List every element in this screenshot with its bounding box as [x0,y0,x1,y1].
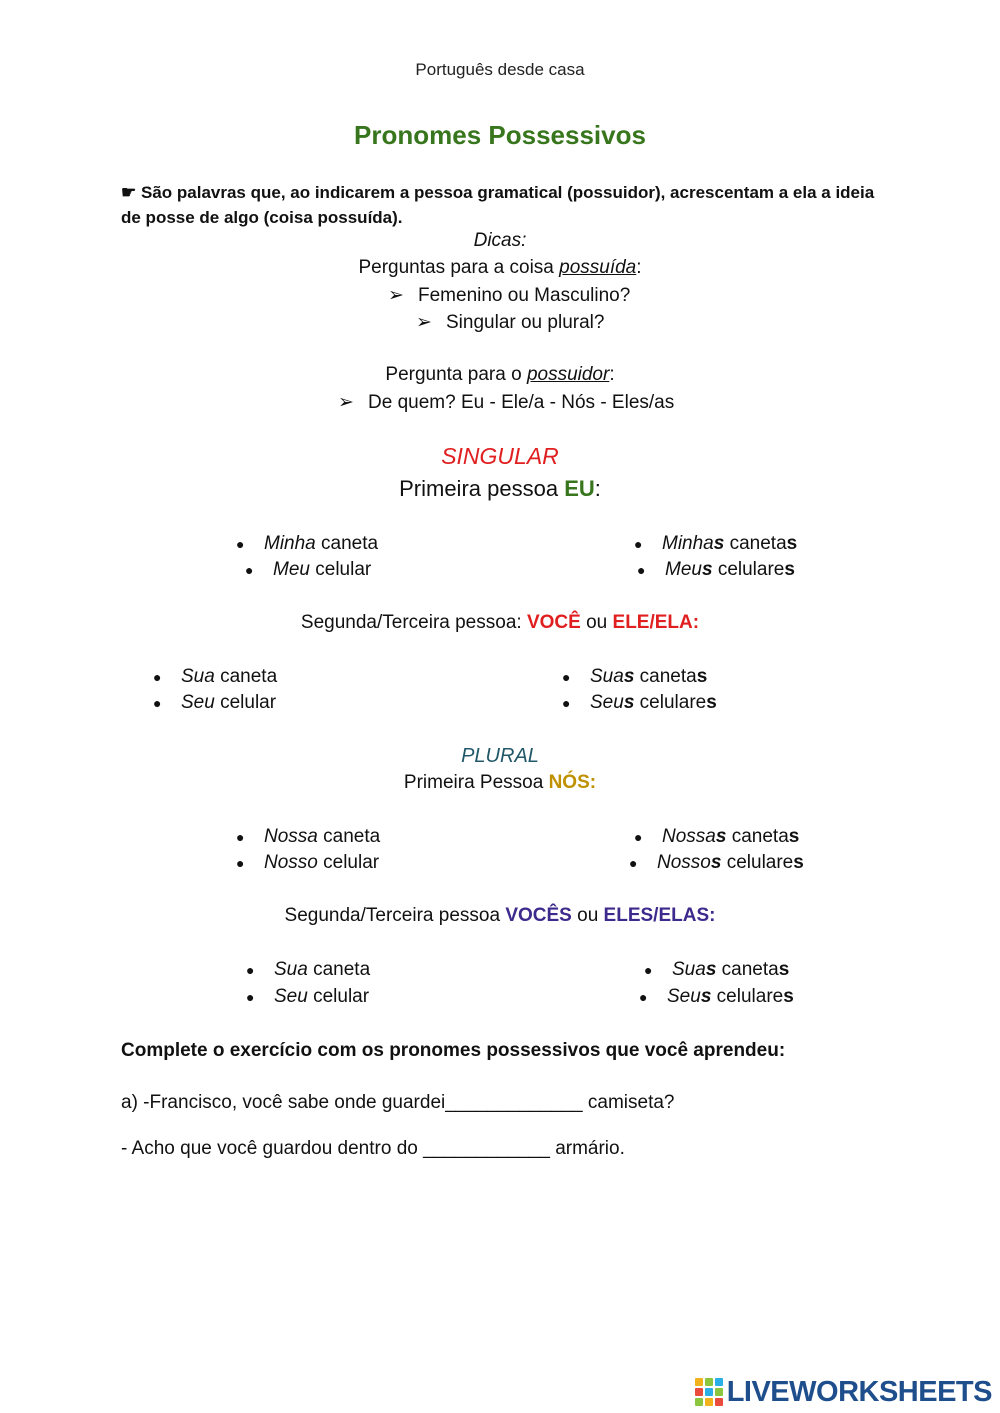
tips-q1-suffix: : [636,257,642,278]
tips-q2-item [338,391,674,414]
arrow-icon: ➢ [338,392,354,413]
list-item [562,666,707,688]
pronoun: Minha [662,533,714,554]
noun: caneta [716,959,779,980]
heading-pronoun: EU [564,476,595,501]
bullet-icon: ● [236,829,245,845]
noun: caneta [307,959,371,980]
heading-pronoun-a: VOCÊ [526,612,581,633]
list-item [236,852,379,874]
pronoun: Sua [672,959,706,980]
liveworksheets-logo[interactable] [695,1375,992,1409]
pronoun: Seu [274,986,308,1007]
plural-second-heading [0,905,1000,927]
tips-heading: Dicas: [473,230,527,251]
tips-q2-item-text: De quem? Eu - Ele/a - Nós - Eles/as [368,392,675,413]
noun: celulare [634,692,707,713]
noun: celular [309,559,372,580]
noun: caneta [726,826,789,847]
intro-paragraph [121,180,891,230]
tips-question-possessed [0,257,1000,279]
pronoun: Nosso [264,852,318,873]
pronoun: Nosso [657,852,711,873]
plural-label: PLURAL [461,745,539,767]
heading-prefix: Primeira pessoa [399,476,565,501]
pronoun: Sua [590,666,624,687]
list-item [629,852,804,874]
bullet-icon: ● [236,855,245,871]
bullet-icon: ● [236,536,245,552]
pronoun-ending: s [710,852,722,873]
list-item [246,959,370,981]
tips-q1-prefix: Perguntas para a coisa [358,257,560,278]
pronoun-ending: s [700,986,712,1007]
bullet-icon: ● [246,962,255,978]
noun-ending: s [784,559,795,580]
pronoun-ending: s [623,666,635,687]
bullet-icon: ● [634,829,643,845]
list-item [634,826,799,848]
noun: celular [307,986,370,1007]
tips-q2-prefix: Pergunta para o [385,364,527,385]
list-item [637,559,795,581]
noun-ending: s [793,852,804,873]
pronoun: Seu [667,986,701,1007]
logo-text: LIVEWORKSHEETS [726,1375,992,1408]
bullet-icon: ● [634,536,643,552]
tips-q2-underlined: possuidor [526,364,610,385]
heading-pronoun-b: ELE/ELA: [612,612,700,633]
intro-text: São palavras que, ao indicarem a pessoa gramatical (possuidor), acrescentam a ela a ideia de posse de algo (coisa possuída). [121,183,875,227]
list-item [153,692,276,714]
list-item [639,986,794,1008]
heading-prefix: Segunda/Terceira pessoa: [300,612,527,633]
heading-prefix: Primeira Pessoa [403,772,549,793]
pronoun-ending: s [705,959,717,980]
bullet-icon: ● [639,989,648,1005]
arrow-icon: ➢ [388,285,404,306]
heading-pronoun-b: ELES/ELAS: [603,905,716,926]
noun-ending: s [788,826,800,847]
heading-prefix: Segunda/Terceira pessoa [284,905,506,926]
noun: caneta [315,533,379,554]
tips-q1-item [416,311,604,334]
heading-pronoun: NÓS: [548,772,597,793]
tips-q1-underlined: possuída [559,257,637,278]
noun: celulare [712,559,785,580]
heading-connector: ou [580,612,613,633]
noun: celular [317,852,380,873]
list-item [644,959,789,981]
singular-first-heading [0,476,1000,502]
singular-second-heading [0,612,1000,634]
pronoun: Nossa [264,826,318,847]
heading-connector: ou [571,905,604,926]
list-item [246,986,369,1008]
list-item [245,559,371,581]
pronoun: Sua [181,666,215,687]
arrow-icon: ➢ [416,312,432,333]
noun: caneta [317,826,381,847]
noun-ending: s [783,986,794,1007]
noun: celular [214,692,277,713]
list-item [562,692,717,714]
bullet-icon: ● [644,962,653,978]
noun: celulare [711,986,784,1007]
noun-ending: s [778,959,790,980]
pronoun-ending: s [713,533,725,554]
bullet-icon: ● [245,562,254,578]
noun: caneta [634,666,697,687]
heading-suffix: : [594,476,601,501]
singular-label: SINGULAR [441,443,559,469]
pronoun: Sua [274,959,308,980]
heading-pronoun-a: VOCÊS [505,905,572,926]
pronoun-ending: s [623,692,635,713]
pronoun: Minha [264,533,316,554]
plural-first-heading [0,772,1000,794]
pronoun: Meu [665,559,702,580]
tips-q2-suffix: : [609,364,615,385]
tips-q1-item [388,284,630,307]
noun-ending: s [786,533,798,554]
noun-ending: s [706,692,717,713]
exercise-line-b[interactable]: - Acho que você guardou dentro do ____________ armário. [121,1138,625,1159]
noun: celulare [721,852,794,873]
logo-grid-icon [695,1378,723,1406]
bullet-icon: ● [629,855,638,871]
list-item [236,533,378,555]
bullet-icon: ● [153,695,162,711]
noun-ending: s [696,666,708,687]
exercise-instruction: Complete o exercício com os pronomes possessivos que você aprendeu: [121,1040,786,1061]
page-title: Pronomes Possessivos [354,120,646,150]
exercise-line-a[interactable]: a) -Francisco, você sabe onde guardei_____________ camiseta? [121,1092,675,1113]
tips-question-possessor [0,364,1000,386]
bullet-icon: ● [562,669,571,685]
pronoun-ending: s [715,826,727,847]
bullet-icon: ● [562,695,571,711]
page-header: Português desde casa [415,60,585,79]
pronoun: Nossa [662,826,716,847]
bullet-icon: ● [153,669,162,685]
noun: caneta [724,533,787,554]
pronoun: Meu [273,559,310,580]
bullet-icon: ● [246,989,255,1005]
tips-q1-item-text: Singular ou plural? [446,312,605,333]
pronoun: Seu [181,692,215,713]
pointing-hand-icon: ☛ [121,183,137,202]
bullet-icon: ● [637,562,646,578]
list-item [634,533,797,555]
list-item [153,666,277,688]
pronoun-ending: s [701,559,713,580]
list-item [236,826,380,848]
pronoun: Seu [590,692,624,713]
noun: caneta [214,666,278,687]
tips-q1-item-text: Femenino ou Masculino? [418,285,631,306]
